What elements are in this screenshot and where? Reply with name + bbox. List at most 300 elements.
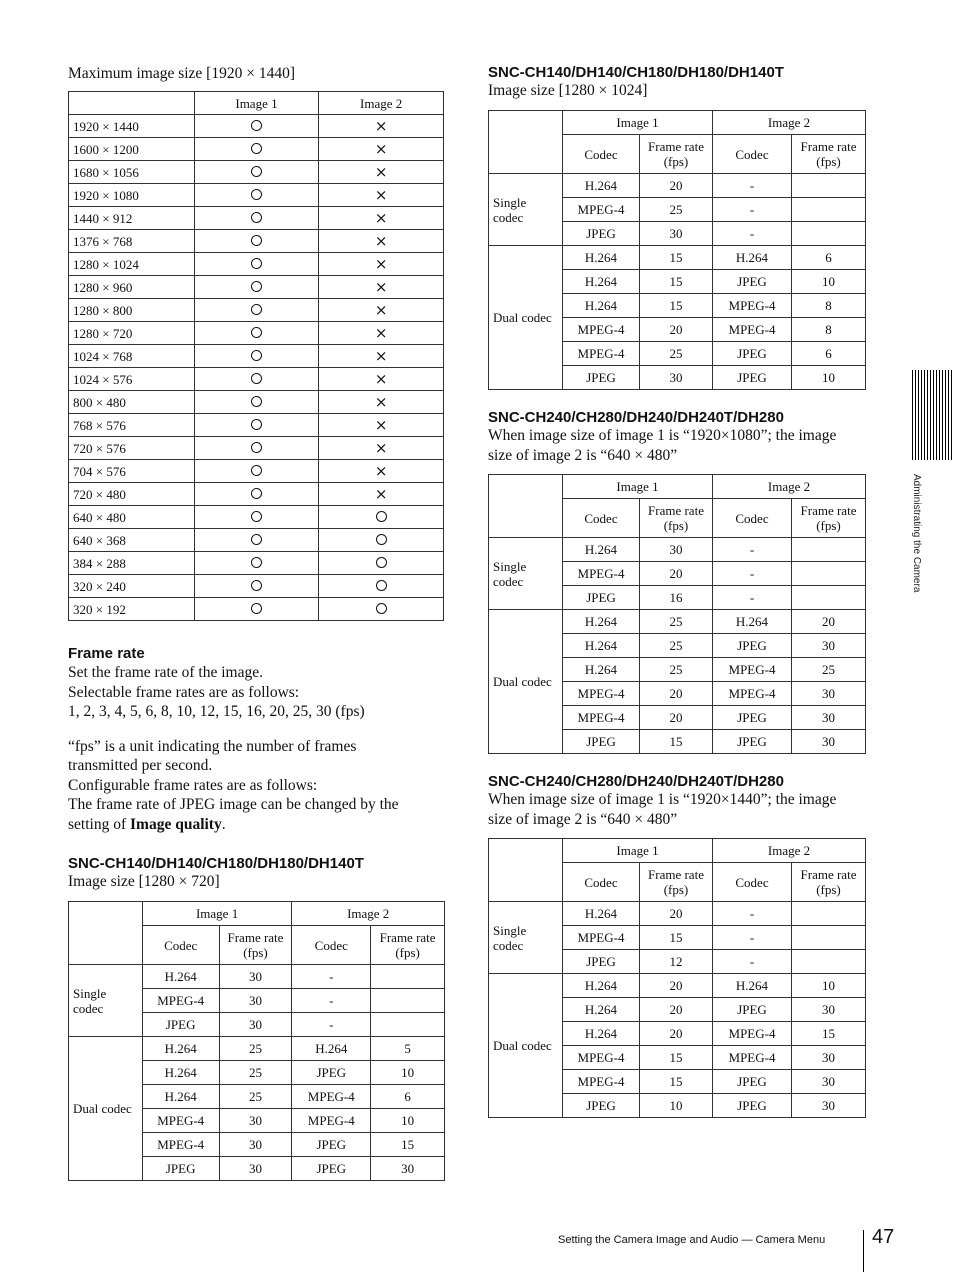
frame-rate-label: Frame rate — [648, 139, 704, 154]
table-cell: 25 — [219, 1061, 292, 1085]
fps-unit: (fps) — [395, 945, 420, 960]
page-footer: Setting the Camera Image and Audio — Camera Menu — [558, 1234, 826, 1246]
supported-circle-icon — [251, 327, 262, 338]
size-label: 1024 × 576 — [69, 368, 195, 391]
table-cell: JPEG — [713, 730, 792, 754]
single-label: Single — [493, 922, 527, 938]
table-cell: JPEG — [292, 1157, 371, 1181]
size-label: 1280 × 960 — [69, 276, 195, 299]
model-title: SNC-CH140/DH140/CH180/DH180/DH140T — [488, 64, 784, 81]
not-supported-cross-icon: × — [374, 300, 388, 319]
not-supported-cross-icon: × — [374, 139, 388, 158]
table-cell: - — [713, 586, 792, 610]
table-cell: H.264 — [563, 634, 640, 658]
frame-rate-line: The frame rate of JPEG image can be changed by the — [68, 796, 399, 813]
size-label: 1280 × 720 — [69, 322, 195, 345]
image-size-table — [68, 91, 444, 621]
table-cell: MPEG-4 — [713, 294, 792, 318]
table-cell: 20 — [640, 902, 713, 926]
table-cell: MPEG-4 — [142, 1133, 219, 1157]
table-cell: 20 — [640, 1022, 713, 1046]
table-cell: - — [713, 174, 792, 198]
not-supported-cross-icon: × — [374, 392, 388, 411]
table-cell: MPEG-4 — [563, 706, 640, 730]
table-cell — [792, 174, 866, 198]
img1-support-cell — [194, 368, 319, 391]
table-cell — [792, 222, 866, 246]
table-row — [69, 322, 444, 345]
footer-rule — [863, 1230, 864, 1272]
img2-support-cell — [319, 575, 444, 598]
table-cell: JPEG — [142, 1013, 219, 1037]
table-row — [489, 610, 866, 634]
img2-support-cell — [319, 299, 444, 322]
header-blank — [489, 839, 563, 902]
header-blank — [69, 92, 195, 115]
model-title: SNC-CH240/CH280/DH240/DH240T/DH280 — [488, 773, 784, 790]
img1-support-cell — [194, 115, 319, 138]
img1-support-cell — [194, 184, 319, 207]
not-supported-cross-icon: × — [374, 254, 388, 273]
not-supported-cross-icon: × — [374, 277, 388, 296]
header-codec: Codec — [292, 926, 371, 965]
table-cell: H.264 — [713, 246, 792, 270]
dual-codec-group: Dual codec — [69, 1037, 143, 1181]
supported-circle-icon — [251, 350, 262, 361]
header-codec: Codec — [713, 499, 792, 538]
table-cell — [371, 989, 445, 1013]
supported-circle-icon — [251, 442, 262, 453]
table-cell: H.264 — [292, 1037, 371, 1061]
image-size-condition: Image size [1280 × 720] — [68, 873, 220, 890]
frame-rate-label: Frame rate — [227, 930, 284, 945]
table-cell: 15 — [640, 730, 713, 754]
table-cell: H.264 — [563, 902, 640, 926]
frame-rate-table — [68, 901, 445, 1181]
fps-unit: (fps) — [816, 882, 841, 897]
table-cell: 8 — [792, 318, 866, 342]
table-cell: MPEG-4 — [563, 342, 640, 366]
table-cell: 30 — [792, 1094, 866, 1118]
img1-support-cell — [194, 138, 319, 161]
table-cell: 15 — [640, 270, 713, 294]
not-supported-cross-icon: × — [374, 346, 388, 365]
supported-circle-icon — [251, 235, 262, 246]
img1-support-cell — [194, 483, 319, 506]
supported-circle-icon — [376, 603, 387, 614]
table-cell — [792, 538, 866, 562]
table-cell: 30 — [640, 538, 713, 562]
header-image-1: Image 1 — [563, 475, 713, 499]
table-cell: MPEG-4 — [142, 989, 219, 1013]
table-cell: 15 — [640, 926, 713, 950]
fps-unit: (fps) — [663, 154, 689, 169]
table-cell: MPEG-4 — [563, 562, 640, 586]
size-label: 1600 × 1200 — [69, 138, 195, 161]
header-image-1: Image 1 — [194, 92, 319, 115]
header-frame-rate — [640, 863, 713, 902]
table-cell: 30 — [219, 1157, 292, 1181]
table-cell: H.264 — [563, 658, 640, 682]
table-cell: 15 — [640, 1070, 713, 1094]
img1-support-cell — [194, 552, 319, 575]
table-cell: 25 — [219, 1085, 292, 1109]
table-cell: 6 — [792, 246, 866, 270]
header-blank — [489, 475, 563, 538]
codec-table-heading — [488, 64, 784, 101]
single-label: Single — [493, 558, 527, 574]
img1-support-cell — [194, 460, 319, 483]
frame-rate-table — [488, 110, 866, 390]
fps-unit: (fps) — [663, 882, 689, 897]
supported-circle-icon — [376, 557, 387, 568]
supported-circle-icon — [376, 511, 387, 522]
table-row — [489, 174, 866, 198]
table-cell: - — [713, 198, 792, 222]
size-label: 1680 × 1056 — [69, 161, 195, 184]
table-row — [69, 253, 444, 276]
single-codec-group — [489, 538, 563, 610]
img2-support-cell — [319, 184, 444, 207]
table-cell: H.264 — [563, 174, 640, 198]
table-cell: 20 — [640, 998, 713, 1022]
header-frame-rate — [371, 926, 445, 965]
table-cell: 30 — [219, 965, 292, 989]
table-cell: 15 — [640, 294, 713, 318]
img2-support-cell — [319, 598, 444, 621]
supported-circle-icon — [251, 304, 262, 315]
supported-circle-icon — [376, 534, 387, 545]
table-row — [489, 974, 866, 998]
table-cell: MPEG-4 — [563, 1070, 640, 1094]
table-cell: H.264 — [563, 538, 640, 562]
table-cell: 15 — [371, 1133, 445, 1157]
table-cell: 30 — [792, 998, 866, 1022]
page-number: 47 — [872, 1226, 895, 1248]
table-cell: H.264 — [142, 1061, 219, 1085]
frame-rate-label: Frame rate — [800, 139, 857, 154]
header-frame-rate — [792, 135, 866, 174]
table-cell: MPEG-4 — [563, 682, 640, 706]
table-cell: H.264 — [713, 974, 792, 998]
supported-circle-icon — [251, 189, 262, 200]
table-cell: 25 — [640, 610, 713, 634]
header-image-2: Image 2 — [713, 111, 866, 135]
table-row — [69, 115, 444, 138]
table-row — [69, 345, 444, 368]
table-cell: JPEG — [142, 1157, 219, 1181]
table-cell: 30 — [219, 1013, 292, 1037]
supported-circle-icon — [251, 281, 262, 292]
table-cell: MPEG-4 — [563, 926, 640, 950]
img2-support-cell — [319, 414, 444, 437]
dual-codec-group: Dual codec — [489, 610, 563, 754]
img2-support-cell — [319, 276, 444, 299]
table-cell: - — [713, 902, 792, 926]
table-cell: H.264 — [563, 998, 640, 1022]
header-image-2: Image 2 — [713, 475, 866, 499]
img1-support-cell — [194, 230, 319, 253]
table-cell: 30 — [792, 682, 866, 706]
table-row — [69, 483, 444, 506]
img1-support-cell — [194, 276, 319, 299]
single-codec-group — [69, 965, 143, 1037]
img1-support-cell — [194, 414, 319, 437]
table-cell: 20 — [640, 174, 713, 198]
header-codec: Codec — [713, 863, 792, 902]
frame-rate-line: Configurable frame rates are as follows: — [68, 776, 318, 794]
size-label: 1024 × 768 — [69, 345, 195, 368]
frame-rate-line: setting of Image quality. — [68, 815, 226, 833]
supported-circle-icon — [251, 465, 262, 476]
size-label: 640 × 480 — [69, 506, 195, 529]
table-row — [69, 161, 444, 184]
table-cell: H.264 — [713, 610, 792, 634]
frame-rate-line: Set the frame rate of the image. — [68, 664, 263, 681]
supported-circle-icon — [251, 603, 262, 614]
supported-circle-icon — [251, 212, 262, 223]
table-row — [69, 276, 444, 299]
table-cell: - — [713, 926, 792, 950]
img2-support-cell — [319, 506, 444, 529]
supported-circle-icon — [251, 534, 262, 545]
table-cell: 6 — [792, 342, 866, 366]
header-codec: Codec — [142, 926, 219, 965]
size-label: 720 × 576 — [69, 437, 195, 460]
img2-support-cell — [319, 552, 444, 575]
size-label: 1280 × 1024 — [69, 253, 195, 276]
table-cell — [371, 965, 445, 989]
table-row — [69, 437, 444, 460]
not-supported-cross-icon: × — [374, 208, 388, 227]
table-cell — [371, 1013, 445, 1037]
table-cell: 8 — [792, 294, 866, 318]
img2-support-cell — [319, 460, 444, 483]
frame-rate-table — [488, 838, 866, 1118]
table-row — [69, 299, 444, 322]
table-row — [69, 207, 444, 230]
image-size-condition: Image size [1280 × 1024] — [488, 82, 648, 99]
table-cell: 20 — [640, 318, 713, 342]
table-row — [69, 552, 444, 575]
table-cell: - — [292, 965, 371, 989]
table-cell: 20 — [640, 706, 713, 730]
size-label: 1440 × 912 — [69, 207, 195, 230]
table-cell: JPEG — [563, 950, 640, 974]
size-label: 320 × 192 — [69, 598, 195, 621]
table-cell: - — [292, 1013, 371, 1037]
table-cell: H.264 — [142, 1037, 219, 1061]
table-cell — [792, 586, 866, 610]
img2-support-cell — [319, 368, 444, 391]
table-cell: JPEG — [713, 270, 792, 294]
header-codec: Codec — [563, 499, 640, 538]
table-row — [69, 965, 445, 989]
table-cell: 30 — [792, 1070, 866, 1094]
table-row — [69, 230, 444, 253]
size-label: 704 × 576 — [69, 460, 195, 483]
size-label: 800 × 480 — [69, 391, 195, 414]
table-cell — [792, 198, 866, 222]
single-label: Single — [73, 985, 107, 1001]
not-supported-cross-icon: × — [374, 415, 388, 434]
table-cell: MPEG-4 — [563, 198, 640, 222]
table-cell: 10 — [792, 366, 866, 390]
codec-label: codec — [493, 209, 524, 225]
table-cell: H.264 — [563, 270, 640, 294]
size-label: 720 × 480 — [69, 483, 195, 506]
header-frame-rate — [792, 499, 866, 538]
header-blank — [489, 111, 563, 174]
table-cell: JPEG — [713, 634, 792, 658]
image-size-condition: size of image 2 is “640 × 480” — [488, 446, 678, 464]
img2-support-cell — [319, 345, 444, 368]
table-row — [69, 575, 444, 598]
supported-circle-icon — [251, 396, 262, 407]
table-cell: 25 — [792, 658, 866, 682]
model-title: SNC-CH140/DH140/CH180/DH180/DH140T — [68, 855, 364, 872]
section-tab-bars — [912, 370, 954, 460]
header-frame-rate — [792, 863, 866, 902]
supported-circle-icon — [251, 258, 262, 269]
not-supported-cross-icon: × — [374, 231, 388, 250]
codec-label: codec — [493, 573, 524, 589]
fps-unit: (fps) — [816, 154, 841, 169]
frame-rate-line: transmitted per second. — [68, 757, 213, 774]
table-cell: JPEG — [292, 1061, 371, 1085]
header-image-2: Image 2 — [319, 92, 444, 115]
size-label: 320 × 240 — [69, 575, 195, 598]
img1-support-cell — [194, 299, 319, 322]
table-cell: 30 — [219, 1109, 292, 1133]
img1-support-cell — [194, 506, 319, 529]
header-image-1: Image 1 — [563, 111, 713, 135]
table-cell: H.264 — [563, 294, 640, 318]
frame-rate-label: Frame rate — [379, 930, 436, 945]
img2-support-cell — [319, 253, 444, 276]
size-label: 1920 × 1440 — [69, 115, 195, 138]
size-label: 768 × 576 — [69, 414, 195, 437]
table-cell: 30 — [640, 222, 713, 246]
img2-support-cell — [319, 529, 444, 552]
size-label: 640 × 368 — [69, 529, 195, 552]
table-cell: MPEG-4 — [713, 318, 792, 342]
table-cell: 15 — [792, 1022, 866, 1046]
table-cell: JPEG — [713, 342, 792, 366]
single-codec-group — [489, 174, 563, 246]
table-cell: 10 — [371, 1109, 445, 1133]
dual-codec-group: Dual codec — [489, 974, 563, 1118]
table-cell: 20 — [640, 562, 713, 586]
table-cell: H.264 — [563, 1022, 640, 1046]
table-cell: 25 — [640, 658, 713, 682]
codec-label: codec — [73, 1000, 104, 1016]
table-cell: - — [713, 222, 792, 246]
model-title: SNC-CH240/CH280/DH240/DH240T/DH280 — [488, 409, 784, 426]
table-cell: 15 — [640, 246, 713, 270]
table-cell: JPEG — [563, 222, 640, 246]
table-cell: 30 — [640, 366, 713, 390]
image-size-condition: When image size of image 1 is “1920×1440”; the image — [488, 791, 837, 808]
frame-rate-label: Frame rate — [800, 503, 857, 518]
img2-support-cell — [319, 483, 444, 506]
table-cell: - — [713, 538, 792, 562]
table-row — [69, 184, 444, 207]
table-row — [69, 1037, 445, 1061]
frame-rate-label: Frame rate — [648, 503, 704, 518]
header-image-1: Image 1 — [563, 839, 713, 863]
not-supported-cross-icon: × — [374, 461, 388, 480]
header-codec: Codec — [563, 863, 640, 902]
img1-support-cell — [194, 345, 319, 368]
table-cell: - — [292, 989, 371, 1013]
table-row — [69, 391, 444, 414]
frame-rate-heading: Frame rate — [68, 645, 145, 662]
supported-circle-icon — [251, 120, 262, 131]
header-codec: Codec — [563, 135, 640, 174]
table-cell: 10 — [792, 270, 866, 294]
frame-rate-table — [488, 474, 866, 754]
img1-support-cell — [194, 322, 319, 345]
fps-unit: (fps) — [816, 518, 841, 533]
codec-label: codec — [493, 937, 524, 953]
table-cell — [792, 562, 866, 586]
table-cell: 30 — [792, 634, 866, 658]
section-tab-label: Administrating the Camera — [911, 474, 922, 593]
table-cell: MPEG-4 — [713, 1046, 792, 1070]
supported-circle-icon — [251, 511, 262, 522]
table-cell: - — [713, 562, 792, 586]
single-label: Single — [493, 194, 527, 210]
table-cell: 12 — [640, 950, 713, 974]
table-cell: 16 — [640, 586, 713, 610]
img1-support-cell — [194, 437, 319, 460]
table-cell: JPEG — [713, 998, 792, 1022]
table-cell: 25 — [640, 342, 713, 366]
header-codec: Codec — [713, 135, 792, 174]
table-cell: H.264 — [563, 974, 640, 998]
codec-table-heading — [68, 855, 364, 892]
table-row — [69, 138, 444, 161]
table-cell: 30 — [792, 706, 866, 730]
header-image-2: Image 2 — [713, 839, 866, 863]
img1-support-cell — [194, 253, 319, 276]
img2-support-cell — [319, 207, 444, 230]
header-frame-rate — [219, 926, 292, 965]
table-cell: H.264 — [563, 246, 640, 270]
dual-codec-group: Dual codec — [489, 246, 563, 390]
table-cell: H.264 — [142, 965, 219, 989]
table-cell: MPEG-4 — [713, 1022, 792, 1046]
supported-circle-icon — [251, 166, 262, 177]
table-cell: 10 — [792, 974, 866, 998]
table-cell: MPEG-4 — [563, 318, 640, 342]
table-cell: JPEG — [563, 730, 640, 754]
supported-circle-icon — [251, 419, 262, 430]
table-row — [69, 368, 444, 391]
frame-rate-line: “fps” is a unit indicating the number of frames — [68, 737, 357, 755]
table-cell: MPEG-4 — [563, 1046, 640, 1070]
table-cell: 30 — [792, 730, 866, 754]
img1-support-cell — [194, 207, 319, 230]
supported-circle-icon — [251, 557, 262, 568]
img2-support-cell — [319, 322, 444, 345]
supported-circle-icon — [376, 580, 387, 591]
not-supported-cross-icon: × — [374, 438, 388, 457]
table-cell: JPEG — [713, 706, 792, 730]
table-cell: 5 — [371, 1037, 445, 1061]
supported-circle-icon — [251, 488, 262, 499]
